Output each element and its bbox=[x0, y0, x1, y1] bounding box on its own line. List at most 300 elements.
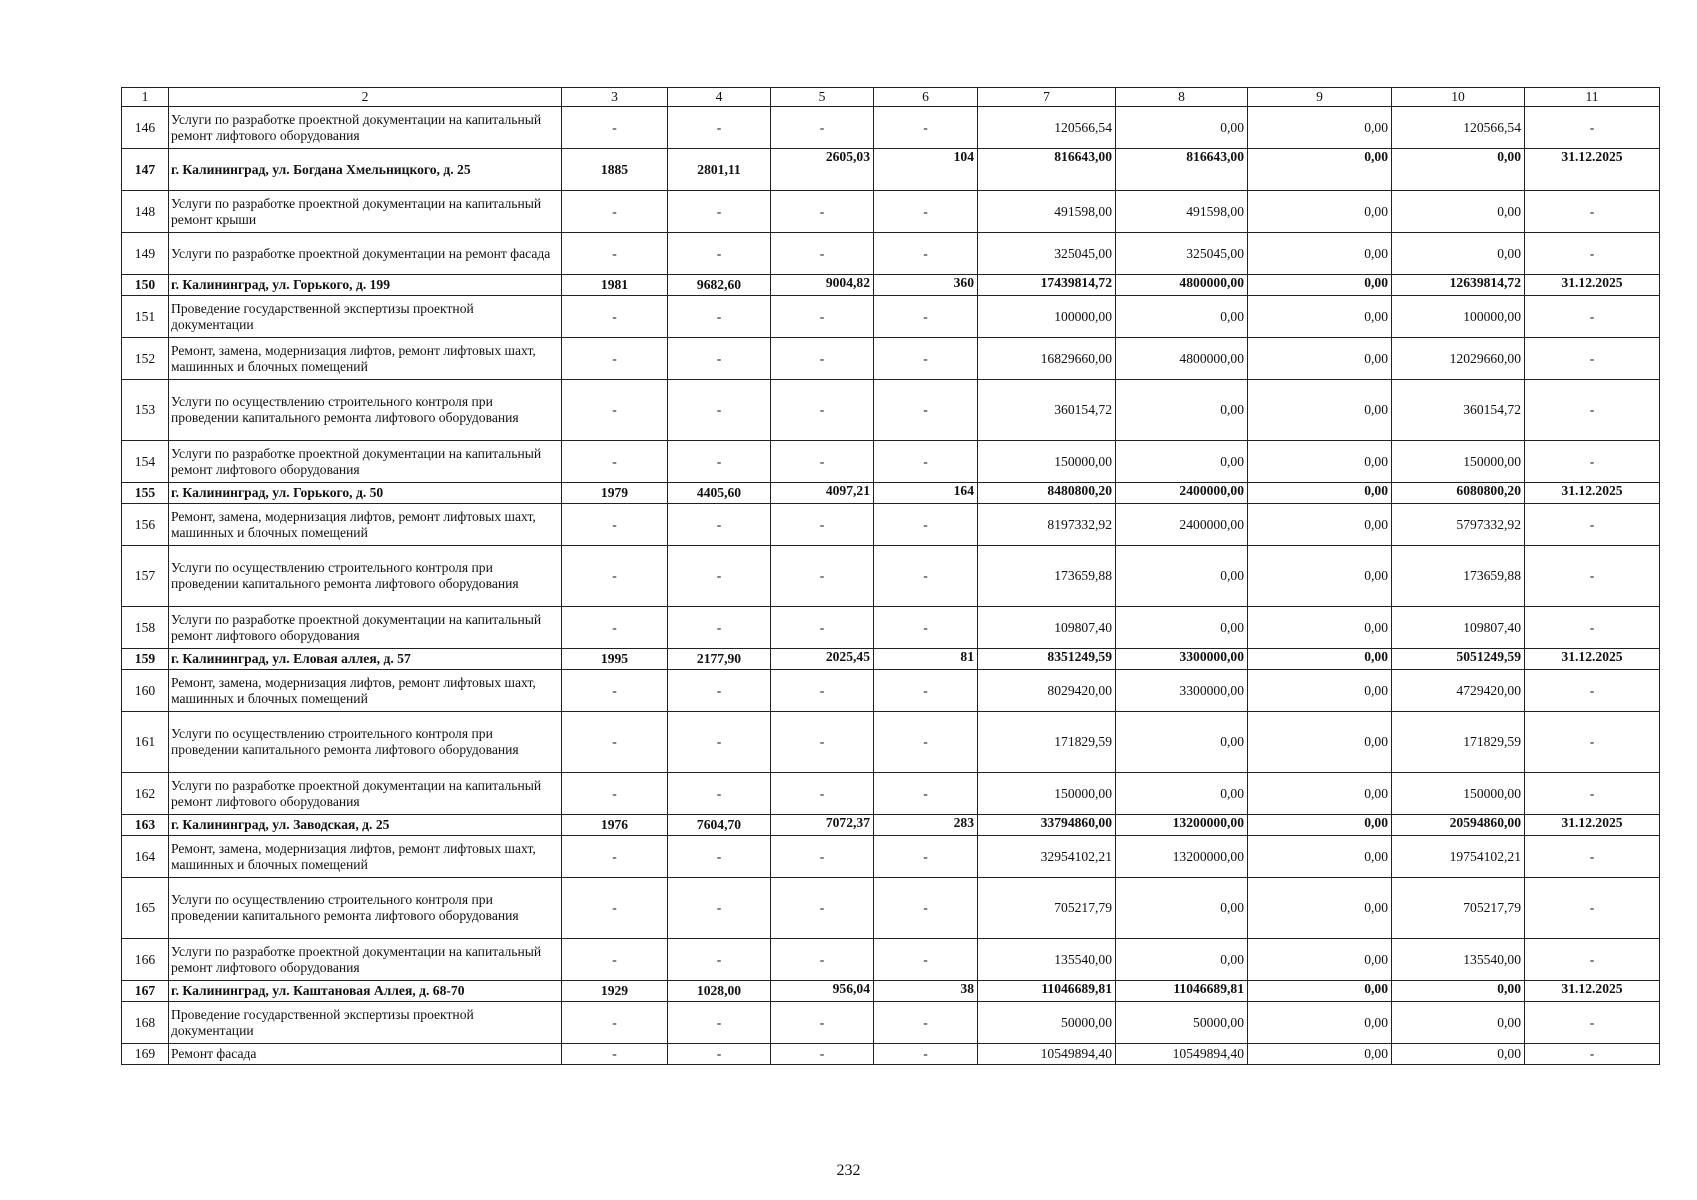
address-row bbox=[122, 483, 1660, 504]
cell-description: г. Калининград, ул. Заводская, д. 25 bbox=[169, 815, 562, 836]
cell-residents: 360 bbox=[874, 275, 978, 296]
cell-cost-fund: 13200000,00 bbox=[1116, 836, 1248, 878]
cell-cost-other: 0,00 bbox=[1248, 380, 1392, 441]
cell-row-number: 158 bbox=[122, 607, 169, 649]
cell-description: Услуги по разработке проектной документации на капитальный ремонт лифтового оборудования bbox=[169, 441, 562, 483]
cell-row-number: 165 bbox=[122, 878, 169, 939]
cell-residents: 81 bbox=[874, 649, 978, 670]
cell-cost-other: 0,00 bbox=[1248, 441, 1392, 483]
cell-row-number: 151 bbox=[122, 296, 169, 338]
cell-cost-fund: 816643,00 bbox=[1116, 149, 1248, 191]
cell-completion-date: - bbox=[1525, 296, 1660, 338]
cell-year: - bbox=[562, 546, 668, 607]
cell-area-living: 4097,21 bbox=[771, 483, 874, 504]
work-item-row bbox=[122, 504, 1660, 546]
cell-row-number: 155 bbox=[122, 483, 169, 504]
cell-description: г. Калининград, ул. Горького, д. 50 bbox=[169, 483, 562, 504]
work-item-row bbox=[122, 338, 1660, 380]
cell-residents: - bbox=[874, 504, 978, 546]
cell-area-total: 7604,70 bbox=[668, 815, 771, 836]
cell-cost-total: 33794860,00 bbox=[978, 815, 1116, 836]
cell-area-total: - bbox=[668, 773, 771, 815]
cell-description: Проведение государственной экспертизы проектной документации bbox=[169, 1002, 562, 1044]
cell-cost-total: 109807,40 bbox=[978, 607, 1116, 649]
cell-description: Ремонт, замена, модернизация лифтов, ремонт лифтовых шахт, машинных и блочных помещений bbox=[169, 504, 562, 546]
cell-completion-date: - bbox=[1525, 441, 1660, 483]
work-item-row bbox=[122, 441, 1660, 483]
cell-cost-other: 0,00 bbox=[1248, 483, 1392, 504]
cell-description: Проведение государственной экспертизы проектной документации bbox=[169, 296, 562, 338]
cell-cost-fund: 3300000,00 bbox=[1116, 670, 1248, 712]
cell-residents: 104 bbox=[874, 149, 978, 191]
cell-description: Услуги по разработке проектной документации на капитальный ремонт крыши bbox=[169, 191, 562, 233]
cell-cost-fund: 4800000,00 bbox=[1116, 338, 1248, 380]
cell-completion-date: - bbox=[1525, 380, 1660, 441]
cell-cost-owners: 0,00 bbox=[1392, 981, 1525, 1002]
cell-cost-total: 173659,88 bbox=[978, 546, 1116, 607]
cell-residents: - bbox=[874, 878, 978, 939]
column-number-5: 5 bbox=[771, 88, 874, 107]
cell-area-living: - bbox=[771, 607, 874, 649]
cell-residents: 164 bbox=[874, 483, 978, 504]
cell-cost-total: 16829660,00 bbox=[978, 338, 1116, 380]
cell-cost-total: 171829,59 bbox=[978, 712, 1116, 773]
cell-row-number: 164 bbox=[122, 836, 169, 878]
cell-cost-total: 17439814,72 bbox=[978, 275, 1116, 296]
cell-cost-total: 360154,72 bbox=[978, 380, 1116, 441]
cell-completion-date: - bbox=[1525, 233, 1660, 275]
cell-completion-date: - bbox=[1525, 607, 1660, 649]
cell-area-living: - bbox=[771, 712, 874, 773]
cell-description: Ремонт фасада bbox=[169, 1044, 562, 1065]
cell-residents: 38 bbox=[874, 981, 978, 1002]
cell-cost-total: 11046689,81 bbox=[978, 981, 1116, 1002]
cell-cost-fund: 13200000,00 bbox=[1116, 815, 1248, 836]
cell-cost-fund: 3300000,00 bbox=[1116, 649, 1248, 670]
cell-residents: - bbox=[874, 296, 978, 338]
cell-cost-total: 50000,00 bbox=[978, 1002, 1116, 1044]
cell-year: - bbox=[562, 670, 668, 712]
cell-residents: - bbox=[874, 670, 978, 712]
cell-cost-fund: 0,00 bbox=[1116, 441, 1248, 483]
cell-cost-owners: 12639814,72 bbox=[1392, 275, 1525, 296]
cell-residents: - bbox=[874, 607, 978, 649]
cell-cost-fund: 0,00 bbox=[1116, 607, 1248, 649]
cell-description: Услуги по осуществлению строительного контроля при проведении капитального ремонта лифтового оборудования bbox=[169, 712, 562, 773]
cell-cost-total: 491598,00 bbox=[978, 191, 1116, 233]
cell-cost-other: 0,00 bbox=[1248, 836, 1392, 878]
cell-cost-other: 0,00 bbox=[1248, 504, 1392, 546]
cell-row-number: 160 bbox=[122, 670, 169, 712]
cell-row-number: 148 bbox=[122, 191, 169, 233]
cell-area-total: 9682,60 bbox=[668, 275, 771, 296]
column-number-11: 11 bbox=[1525, 88, 1660, 107]
cell-completion-date: - bbox=[1525, 939, 1660, 981]
cell-cost-owners: 0,00 bbox=[1392, 149, 1525, 191]
cell-year: - bbox=[562, 836, 668, 878]
cell-area-total: - bbox=[668, 441, 771, 483]
cell-cost-fund: 4800000,00 bbox=[1116, 275, 1248, 296]
cell-cost-owners: 135540,00 bbox=[1392, 939, 1525, 981]
cell-area-living: - bbox=[771, 504, 874, 546]
cell-cost-total: 100000,00 bbox=[978, 296, 1116, 338]
cell-residents: - bbox=[874, 107, 978, 149]
cell-row-number: 163 bbox=[122, 815, 169, 836]
work-item-row bbox=[122, 380, 1660, 441]
cell-residents: - bbox=[874, 1002, 978, 1044]
work-item-row bbox=[122, 107, 1660, 149]
cell-cost-owners: 5797332,92 bbox=[1392, 504, 1525, 546]
address-row bbox=[122, 149, 1660, 191]
column-number-10: 10 bbox=[1392, 88, 1525, 107]
cell-area-total: - bbox=[668, 296, 771, 338]
cell-cost-owners: 4729420,00 bbox=[1392, 670, 1525, 712]
cell-residents: - bbox=[874, 773, 978, 815]
cell-cost-owners: 120566,54 bbox=[1392, 107, 1525, 149]
cell-year: - bbox=[562, 939, 668, 981]
cell-residents: - bbox=[874, 233, 978, 275]
cell-year: - bbox=[562, 1044, 668, 1065]
cell-cost-owners: 20594860,00 bbox=[1392, 815, 1525, 836]
column-number-2: 2 bbox=[169, 88, 562, 107]
cell-cost-fund: 2400000,00 bbox=[1116, 483, 1248, 504]
address-row bbox=[122, 649, 1660, 670]
cell-description: Услуги по осуществлению строительного контроля при проведении капитального ремонта лифтового оборудования bbox=[169, 380, 562, 441]
work-item-row bbox=[122, 1044, 1660, 1065]
cell-cost-fund: 325045,00 bbox=[1116, 233, 1248, 275]
program-table bbox=[121, 87, 1660, 1065]
cell-cost-other: 0,00 bbox=[1248, 1002, 1392, 1044]
cell-cost-other: 0,00 bbox=[1248, 1044, 1392, 1065]
cell-completion-date: - bbox=[1525, 504, 1660, 546]
cell-year: 1885 bbox=[562, 149, 668, 191]
cell-cost-other: 0,00 bbox=[1248, 275, 1392, 296]
cell-cost-owners: 19754102,21 bbox=[1392, 836, 1525, 878]
cell-description: г. Калининград, ул. Еловая аллея, д. 57 bbox=[169, 649, 562, 670]
cell-area-living: 2025,45 bbox=[771, 649, 874, 670]
cell-area-total: - bbox=[668, 836, 771, 878]
cell-row-number: 153 bbox=[122, 380, 169, 441]
cell-cost-other: 0,00 bbox=[1248, 546, 1392, 607]
cell-year: - bbox=[562, 107, 668, 149]
work-item-row bbox=[122, 878, 1660, 939]
cell-area-total: - bbox=[668, 712, 771, 773]
cell-cost-owners: 0,00 bbox=[1392, 233, 1525, 275]
column-number-1: 1 bbox=[122, 88, 169, 107]
cell-area-living: - bbox=[771, 107, 874, 149]
work-item-row bbox=[122, 546, 1660, 607]
cell-completion-date: - bbox=[1525, 338, 1660, 380]
cell-area-living: - bbox=[771, 380, 874, 441]
cell-year: - bbox=[562, 441, 668, 483]
cell-cost-fund: 10549894,40 bbox=[1116, 1044, 1248, 1065]
cell-completion-date: - bbox=[1525, 836, 1660, 878]
cell-row-number: 162 bbox=[122, 773, 169, 815]
cell-cost-owners: 6080800,20 bbox=[1392, 483, 1525, 504]
cell-description: Услуги по осуществлению строительного контроля при проведении капитального ремонта лифтового оборудования bbox=[169, 546, 562, 607]
cell-cost-owners: 150000,00 bbox=[1392, 773, 1525, 815]
cell-cost-owners: 100000,00 bbox=[1392, 296, 1525, 338]
cell-area-total: - bbox=[668, 670, 771, 712]
cell-cost-owners: 0,00 bbox=[1392, 1002, 1525, 1044]
cell-cost-fund: 0,00 bbox=[1116, 878, 1248, 939]
address-row bbox=[122, 981, 1660, 1002]
cell-area-living: - bbox=[771, 191, 874, 233]
cell-year: 1995 bbox=[562, 649, 668, 670]
cell-row-number: 149 bbox=[122, 233, 169, 275]
cell-cost-total: 150000,00 bbox=[978, 773, 1116, 815]
cell-completion-date: - bbox=[1525, 107, 1660, 149]
cell-cost-owners: 109807,40 bbox=[1392, 607, 1525, 649]
cell-cost-fund: 11046689,81 bbox=[1116, 981, 1248, 1002]
cell-residents: - bbox=[874, 546, 978, 607]
cell-year: - bbox=[562, 296, 668, 338]
cell-residents: - bbox=[874, 712, 978, 773]
cell-year: - bbox=[562, 191, 668, 233]
cell-cost-fund: 0,00 bbox=[1116, 380, 1248, 441]
cell-row-number: 168 bbox=[122, 1002, 169, 1044]
cell-area-total: 2177,90 bbox=[668, 649, 771, 670]
cell-completion-date: 31.12.2025 bbox=[1525, 149, 1660, 191]
address-row bbox=[122, 815, 1660, 836]
cell-cost-total: 135540,00 bbox=[978, 939, 1116, 981]
column-number-8: 8 bbox=[1116, 88, 1248, 107]
cell-area-total: 1028,00 bbox=[668, 981, 771, 1002]
cell-cost-total: 705217,79 bbox=[978, 878, 1116, 939]
cell-cost-owners: 12029660,00 bbox=[1392, 338, 1525, 380]
cell-residents: - bbox=[874, 1044, 978, 1065]
work-item-row bbox=[122, 1002, 1660, 1044]
cell-completion-date: - bbox=[1525, 191, 1660, 233]
cell-completion-date: - bbox=[1525, 712, 1660, 773]
cell-year: - bbox=[562, 712, 668, 773]
cell-year: - bbox=[562, 607, 668, 649]
cell-cost-other: 0,00 bbox=[1248, 107, 1392, 149]
work-item-row bbox=[122, 233, 1660, 275]
cell-description: Услуги по разработке проектной документации на капитальный ремонт лифтового оборудования bbox=[169, 939, 562, 981]
cell-year: 1979 bbox=[562, 483, 668, 504]
cell-cost-other: 0,00 bbox=[1248, 773, 1392, 815]
cell-cost-fund: 2400000,00 bbox=[1116, 504, 1248, 546]
cell-row-number: 146 bbox=[122, 107, 169, 149]
cell-completion-date: - bbox=[1525, 1044, 1660, 1065]
cell-area-total: - bbox=[668, 607, 771, 649]
work-item-row bbox=[122, 939, 1660, 981]
cell-cost-fund: 0,00 bbox=[1116, 712, 1248, 773]
cell-cost-other: 0,00 bbox=[1248, 878, 1392, 939]
cell-completion-date: 31.12.2025 bbox=[1525, 815, 1660, 836]
cell-row-number: 167 bbox=[122, 981, 169, 1002]
cell-cost-fund: 0,00 bbox=[1116, 107, 1248, 149]
cell-row-number: 166 bbox=[122, 939, 169, 981]
cell-description: Услуги по разработке проектной документации на ремонт фасада bbox=[169, 233, 562, 275]
column-number-7: 7 bbox=[978, 88, 1116, 107]
cell-residents: - bbox=[874, 836, 978, 878]
cell-row-number: 147 bbox=[122, 149, 169, 191]
cell-area-living: 7072,37 bbox=[771, 815, 874, 836]
cell-description: Ремонт, замена, модернизация лифтов, ремонт лифтовых шахт, машинных и блочных помещений bbox=[169, 670, 562, 712]
cell-year: - bbox=[562, 773, 668, 815]
cell-cost-other: 0,00 bbox=[1248, 712, 1392, 773]
cell-area-total: - bbox=[668, 233, 771, 275]
cell-description: Ремонт, замена, модернизация лифтов, ремонт лифтовых шахт, машинных и блочных помещений bbox=[169, 836, 562, 878]
cell-row-number: 159 bbox=[122, 649, 169, 670]
cell-area-total: - bbox=[668, 878, 771, 939]
cell-residents: - bbox=[874, 380, 978, 441]
cell-area-living: - bbox=[771, 338, 874, 380]
cell-area-living: 956,04 bbox=[771, 981, 874, 1002]
cell-row-number: 150 bbox=[122, 275, 169, 296]
cell-cost-other: 0,00 bbox=[1248, 296, 1392, 338]
cell-cost-total: 8029420,00 bbox=[978, 670, 1116, 712]
column-number-row bbox=[122, 88, 1660, 107]
cell-area-total: - bbox=[668, 546, 771, 607]
cell-cost-other: 0,00 bbox=[1248, 191, 1392, 233]
cell-area-living: - bbox=[771, 546, 874, 607]
cell-year: 1981 bbox=[562, 275, 668, 296]
cell-area-total: - bbox=[668, 1002, 771, 1044]
cell-year: - bbox=[562, 233, 668, 275]
cell-area-living: - bbox=[771, 296, 874, 338]
cell-cost-fund: 50000,00 bbox=[1116, 1002, 1248, 1044]
cell-completion-date: - bbox=[1525, 773, 1660, 815]
cell-cost-total: 10549894,40 bbox=[978, 1044, 1116, 1065]
cell-completion-date: - bbox=[1525, 670, 1660, 712]
cell-cost-owners: 173659,88 bbox=[1392, 546, 1525, 607]
cell-area-total: - bbox=[668, 380, 771, 441]
cell-cost-other: 0,00 bbox=[1248, 981, 1392, 1002]
cell-area-living: - bbox=[771, 836, 874, 878]
cell-description: Услуги по разработке проектной документации на капитальный ремонт лифтового оборудования bbox=[169, 607, 562, 649]
cell-cost-owners: 0,00 bbox=[1392, 191, 1525, 233]
work-item-row bbox=[122, 191, 1660, 233]
cell-row-number: 161 bbox=[122, 712, 169, 773]
cell-area-living: - bbox=[771, 441, 874, 483]
cell-area-total: - bbox=[668, 504, 771, 546]
cell-area-total: - bbox=[668, 107, 771, 149]
cell-cost-other: 0,00 bbox=[1248, 149, 1392, 191]
cell-cost-total: 150000,00 bbox=[978, 441, 1116, 483]
cell-cost-fund: 491598,00 bbox=[1116, 191, 1248, 233]
cell-residents: - bbox=[874, 338, 978, 380]
cell-row-number: 156 bbox=[122, 504, 169, 546]
cell-area-living: - bbox=[771, 670, 874, 712]
cell-description: г. Калининград, ул. Каштановая Аллея, д. 68-70 bbox=[169, 981, 562, 1002]
cell-year: - bbox=[562, 1002, 668, 1044]
cell-year: - bbox=[562, 338, 668, 380]
cell-cost-total: 8197332,92 bbox=[978, 504, 1116, 546]
cell-area-total: 2801,11 bbox=[668, 149, 771, 191]
cell-cost-other: 0,00 bbox=[1248, 939, 1392, 981]
cell-description: Услуги по разработке проектной документации на капитальный ремонт лифтового оборудования bbox=[169, 107, 562, 149]
cell-area-total: - bbox=[668, 1044, 771, 1065]
cell-completion-date: 31.12.2025 bbox=[1525, 483, 1660, 504]
cell-cost-owners: 150000,00 bbox=[1392, 441, 1525, 483]
cell-completion-date: 31.12.2025 bbox=[1525, 649, 1660, 670]
cell-area-living: - bbox=[771, 773, 874, 815]
cell-area-living: - bbox=[771, 1044, 874, 1065]
cell-year: - bbox=[562, 380, 668, 441]
cell-cost-fund: 0,00 bbox=[1116, 296, 1248, 338]
cell-cost-other: 0,00 bbox=[1248, 233, 1392, 275]
cell-row-number: 154 bbox=[122, 441, 169, 483]
cell-cost-owners: 5051249,59 bbox=[1392, 649, 1525, 670]
work-item-row bbox=[122, 607, 1660, 649]
cell-year: 1976 bbox=[562, 815, 668, 836]
cell-row-number: 169 bbox=[122, 1044, 169, 1065]
cell-cost-total: 325045,00 bbox=[978, 233, 1116, 275]
cell-row-number: 152 bbox=[122, 338, 169, 380]
table-body bbox=[122, 88, 1660, 1065]
cell-cost-owners: 171829,59 bbox=[1392, 712, 1525, 773]
column-number-6: 6 bbox=[874, 88, 978, 107]
work-item-row bbox=[122, 670, 1660, 712]
column-number-9: 9 bbox=[1248, 88, 1392, 107]
cell-area-living: 9004,82 bbox=[771, 275, 874, 296]
address-row bbox=[122, 275, 1660, 296]
cell-area-living: - bbox=[771, 233, 874, 275]
cell-area-living: - bbox=[771, 878, 874, 939]
cell-year: - bbox=[562, 504, 668, 546]
cell-cost-other: 0,00 bbox=[1248, 649, 1392, 670]
cell-cost-fund: 0,00 bbox=[1116, 939, 1248, 981]
cell-cost-fund: 0,00 bbox=[1116, 546, 1248, 607]
cell-description: Услуги по осуществлению строительного контроля при проведении капитального ремонта лифтового оборудования bbox=[169, 878, 562, 939]
cell-cost-owners: 0,00 bbox=[1392, 1044, 1525, 1065]
cell-cost-total: 816643,00 bbox=[978, 149, 1116, 191]
cell-completion-date: - bbox=[1525, 546, 1660, 607]
work-item-row bbox=[122, 773, 1660, 815]
cell-cost-other: 0,00 bbox=[1248, 815, 1392, 836]
cell-cost-other: 0,00 bbox=[1248, 607, 1392, 649]
cell-cost-owners: 360154,72 bbox=[1392, 380, 1525, 441]
work-item-row bbox=[122, 296, 1660, 338]
cell-description: Услуги по разработке проектной документации на капитальный ремонт лифтового оборудования bbox=[169, 773, 562, 815]
column-number-3: 3 bbox=[562, 88, 668, 107]
cell-area-total: 4405,60 bbox=[668, 483, 771, 504]
cell-cost-total: 120566,54 bbox=[978, 107, 1116, 149]
cell-cost-total: 32954102,21 bbox=[978, 836, 1116, 878]
cell-cost-total: 8351249,59 bbox=[978, 649, 1116, 670]
cell-area-living: 2605,03 bbox=[771, 149, 874, 191]
work-item-row bbox=[122, 836, 1660, 878]
cell-cost-other: 0,00 bbox=[1248, 670, 1392, 712]
cell-area-total: - bbox=[668, 338, 771, 380]
cell-residents: 283 bbox=[874, 815, 978, 836]
work-item-row bbox=[122, 712, 1660, 773]
cell-completion-date: 31.12.2025 bbox=[1525, 275, 1660, 296]
cell-cost-other: 0,00 bbox=[1248, 338, 1392, 380]
cell-area-living: - bbox=[771, 939, 874, 981]
cell-completion-date: - bbox=[1525, 878, 1660, 939]
cell-year: 1929 bbox=[562, 981, 668, 1002]
cell-row-number: 157 bbox=[122, 546, 169, 607]
cell-description: г. Калининград, ул. Богдана Хмельницкого, д. 25 bbox=[169, 149, 562, 191]
page-number: 232 bbox=[836, 1162, 861, 1179]
cell-cost-total: 8480800,20 bbox=[978, 483, 1116, 504]
cell-cost-fund: 0,00 bbox=[1116, 773, 1248, 815]
cell-area-total: - bbox=[668, 191, 771, 233]
cell-residents: - bbox=[874, 441, 978, 483]
cell-residents: - bbox=[874, 939, 978, 981]
cell-completion-date: - bbox=[1525, 1002, 1660, 1044]
cell-completion-date: 31.12.2025 bbox=[1525, 981, 1660, 1002]
cell-description: г. Калининград, ул. Горького, д. 199 bbox=[169, 275, 562, 296]
cell-area-total: - bbox=[668, 939, 771, 981]
cell-description: Ремонт, замена, модернизация лифтов, ремонт лифтовых шахт, машинных и блочных помещений bbox=[169, 338, 562, 380]
cell-residents: - bbox=[874, 191, 978, 233]
cell-year: - bbox=[562, 878, 668, 939]
